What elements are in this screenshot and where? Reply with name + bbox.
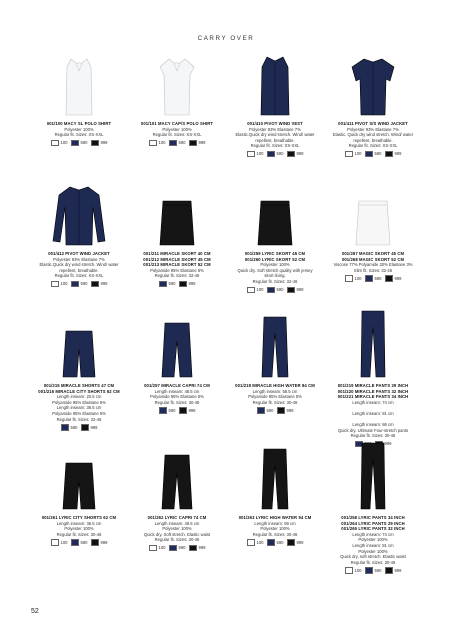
product-description-line: Polyester 100% [260,262,290,268]
swatch-code: 590 [168,407,176,413]
swatch-color-box [365,567,373,574]
color-swatch [365,567,382,574]
product-image [324,307,422,379]
product-description-line: Regular fit. Sizes: 30-46 [154,537,200,543]
product-description-line: Polyester 100% [162,126,192,132]
color-swatches [128,281,226,288]
product-description-line: Polyamide 95% Elastane 5% [150,267,204,273]
color-swatch [169,545,186,552]
color-swatch [91,140,108,147]
product-info [128,383,226,414]
color-swatches [324,151,422,158]
product-image [128,45,226,117]
product-description-line: Polyester 100% [358,537,388,543]
product-description-line: Regular fit. Sizes: XS-XXL [348,143,398,149]
product-description-line: repellent, breathable. [255,137,295,143]
swatch-color-box [365,151,373,158]
color-swatch [287,151,304,158]
product-title: 001/257 MIRACLE CAPRI 74 CM [144,383,210,388]
product-info [324,251,422,282]
product-description-line: Polyester 100% [64,126,94,132]
product-card [226,45,324,157]
swatch-code: 999 [394,151,402,157]
swatch-color-box [189,545,197,552]
swatch-code: 100 [60,140,68,146]
color-swatch [169,140,186,147]
swatch-code: 999 [90,424,98,430]
product-card [226,439,324,574]
product-description-line: Polyester 93% Elastane 7% [53,256,105,262]
swatch-code: 999 [188,407,196,413]
swatch-color-box [51,539,59,546]
swatch-color-box [345,275,353,282]
product-image [226,45,324,117]
color-swatch [189,140,206,147]
product-description-line: Length inseam: 69 cm [254,520,296,526]
product-description-line: Regular fit. Sizes: 30-46 [154,399,200,405]
product-description-line: Length inseam: 81 cm [352,410,394,416]
color-swatch [345,567,362,574]
swatch-color-box [179,407,187,414]
color-swatches [30,424,128,431]
product-card [30,307,128,447]
product-description-line: Polyester 100% [358,548,388,554]
swatch-color-box [149,545,157,552]
color-swatch [247,151,264,158]
color-swatch [51,539,68,546]
swatch-color-box [61,424,69,431]
color-swatches [226,287,324,294]
swatch-code: 100 [60,281,68,287]
swatch-color-box [159,281,167,288]
product-title: 001/261 LYRIC CITY SHORTS 62 CM [41,515,117,520]
product-image [226,439,324,511]
product-description-line: Slim fit. Sizes: 32-46 [353,267,393,273]
product-info [324,515,422,574]
color-swatch [91,281,108,288]
swatch-code: 590 [276,539,284,545]
product-card [324,439,422,574]
product-info [324,121,422,157]
product-info [226,383,324,414]
swatch-code: 999 [100,140,108,146]
swatch-color-box [287,287,295,294]
swatch-code: 999 [296,287,304,293]
product-description-line: Regular fit. Sizes: XS-XXL [54,273,104,279]
swatch-code: 100 [158,545,166,551]
product-description-line: Regular fit. Sizes: 30-46 [252,531,298,537]
color-swatch [91,539,108,546]
swatch-code: 100 [60,539,68,545]
swatch-color-box [247,287,255,294]
product-card [30,439,128,574]
swatch-code: 590 [168,281,176,287]
product-description-line: Polyamide 95% Elastane 5% [52,399,106,405]
product-description-line: Regular fit. Sizes: 30-46 [252,399,298,405]
color-swatch [61,424,78,431]
product-info [226,251,324,293]
product-title: 001/259 LYRIC SKORT 45 CM [244,251,306,256]
product-description-line: Polyamide 95% Elastane 5% [150,394,204,400]
product-description-line: Polyester 100% [162,526,192,532]
product-card [30,45,128,157]
product-title: 001/221 MIRACLE PANTS 34 INCH [337,394,409,400]
section-header: CARRY OVER [197,35,255,42]
product-title: 001/410 PIVOT WIND VEST [247,121,303,126]
product-info [30,383,128,431]
color-swatch [81,424,98,431]
product-description-line: skort lining. [264,273,286,279]
swatch-code: 100 [256,539,264,545]
product-description-line: Length inseam: 36.5 cm [56,405,102,411]
swatch-code: 590 [80,539,88,545]
color-swatch [365,275,382,282]
swatch-code: 590 [178,140,186,146]
swatch-color-box [159,407,167,414]
product-title: 001/219 MIRACLE PANTS 29 INCH [337,383,409,388]
product-title: 001/215 MIRACLE SHORTS 47 CM [43,383,115,388]
swatch-code: 590 [374,567,382,573]
product-title: 001/100 MACY SL POLO SHIRT [46,121,112,126]
swatch-color-box [287,151,295,158]
product-title: 001/211 MIRACLE SKORT 40 CM [143,251,211,256]
color-swatches [324,567,422,574]
swatch-code: 590 [80,281,88,287]
color-swatch [179,281,196,288]
product-card [128,307,226,447]
swatch-color-box [149,140,157,147]
product-description-line: Regular fit. Sizes: 30-46 [350,559,396,565]
product-card [226,307,324,447]
swatch-color-box [169,545,177,552]
product-title: 001/260 LYRIC SKORT 52 CM [244,256,306,262]
color-swatch [287,539,304,546]
product-description-line: Polyester 93% Elastane 7% [347,126,399,132]
product-card [324,175,422,293]
swatch-code: 100 [256,287,264,293]
color-swatches [226,151,324,158]
product-title: 001/220 MIRACLE PANTS 32 INCH [337,388,409,394]
swatch-color-box [267,151,275,158]
product-title: 001/218 MIRACLE HIGH WATER 84 CM [235,383,315,388]
swatch-color-box [385,275,393,282]
product-description-line: Viscose 77% Polyamide 20% Elastane 3% [333,262,413,268]
color-swatch [71,140,88,147]
product-title: 001/262 LYRIC CAPRI 74 CM [147,515,207,520]
product-info [128,515,226,551]
product-card [30,175,128,293]
swatch-color-box [71,140,79,147]
product-description-line: Quick dry. Soft stretch quality with jersey [237,267,313,273]
product-description-line: Quick dry. soft stretch. Elastic waist [340,554,406,560]
product-card [128,175,226,293]
swatch-code: 100 [354,151,362,157]
swatch-color-box [385,151,393,158]
color-swatch [149,140,166,147]
product-description-line: Length inseam: 74 cm [352,399,394,405]
swatch-code: 590 [276,287,284,293]
color-swatch [159,281,176,288]
color-swatch [179,407,196,414]
color-swatch [149,545,166,552]
product-image [30,307,128,379]
swatch-color-box [51,281,59,288]
swatch-code: 999 [296,539,304,545]
color-swatch [71,539,88,546]
color-swatch [385,567,402,574]
product-title: 001/265 LYRIC PANTS 32 INCH [341,526,405,532]
swatch-color-box [91,281,99,288]
color-swatches [226,407,324,414]
swatch-code: 999 [394,567,402,573]
color-swatch [345,275,362,282]
swatch-color-box [345,567,353,574]
product-image [30,45,128,117]
product-title: 001/411 PIVOT S/S WIND JACKET [338,121,408,126]
product-description-line: Length inseam: 74 cm [352,531,394,537]
swatch-code: 590 [178,545,186,551]
product-info [30,121,128,146]
swatch-code: 999 [394,275,402,281]
product-title: 001/101 MACY CAP/S POLO SHIRT [140,121,214,126]
product-description-line: Elastic.Quick dry wind stretch. Wind/ water [39,262,119,268]
color-swatches [30,539,128,546]
color-swatch [267,287,284,294]
product-title: 001/264 LYRIC PANTS 29 INCH [341,520,405,526]
swatch-code: 100 [354,275,362,281]
product-info [324,383,422,447]
product-info [128,121,226,146]
product-image [324,45,422,117]
color-swatch [385,275,402,282]
swatch-code: 590 [374,275,382,281]
product-image [226,307,324,379]
swatch-color-box [267,287,275,294]
product-description-line: Length inseam: 48.5 cm [154,388,200,394]
product-image [128,307,226,379]
color-swatches [128,407,226,414]
swatch-color-box [91,539,99,546]
color-swatches [128,140,226,147]
page-number: 52 [31,608,39,615]
product-title: 001/268 MAGIC SKORT 52 CM [341,256,405,262]
product-description-line: Length inseam: 36.5 cm [56,520,102,526]
color-swatch [247,287,264,294]
swatch-color-box [179,281,187,288]
product-description-line: Polyamide 95% Elastane 5% [52,410,106,416]
swatch-code: 590 [70,424,78,430]
swatch-code: 100 [256,151,264,157]
swatch-color-box [257,407,265,414]
color-swatch [365,151,382,158]
product-title: 001/216 MIRACLE CITY SHORTS 62 CM [38,388,120,394]
swatch-code: 999 [100,281,108,287]
product-card [324,45,422,157]
color-swatch [257,407,274,414]
product-description-line: Regular fit. Sizes: XS-XXL [250,143,300,149]
swatch-code: 100 [354,567,362,573]
swatch-code: 100 [158,140,166,146]
product-description-line: Length inseam: 58.5 cm [252,388,298,394]
product-title: 001/258 LYRIC PANTS 34 INCH [341,515,405,520]
product-title: 001/412 PIVOT WIND JACKET [48,251,110,256]
product-image [324,439,422,511]
product-description-line: Polyester 100% [64,526,94,532]
product-description-line: Polyester 93% Elastane 7% [249,126,301,132]
swatch-code: 999 [296,151,304,157]
product-description-line: Regular fit. Sizes: XS-XXL [54,132,104,138]
color-swatch [247,539,264,546]
product-image [128,439,226,511]
product-description-line: Elastic.Quick dry wind stretch. Wind/ water [235,132,315,138]
product-image [30,175,128,247]
product-title: 001/212 MIRACLE SKORT 45 CM [143,256,211,262]
product-row [30,45,422,157]
product-description-line: Quick dry. Soft stretch. Elastic waist [143,531,211,537]
swatch-code: 999 [198,545,206,551]
product-card [128,45,226,157]
product-description-line: Length inseam: 81 cm [352,542,394,548]
product-description-line: Length inseam: 86 cm [352,422,394,428]
color-swatch [267,151,284,158]
swatch-color-box [247,539,255,546]
product-description-line: Regular fit. Sizes: 32-46 [154,273,200,279]
product-image [226,175,324,247]
color-swatches [128,545,226,552]
product-description-line: Quick dry. Ultimate Four-stretch pants [337,427,409,433]
product-title: 001/213 MIRACLE SKORT 52 CM [143,262,211,268]
product-description-line: Regular fit. Sizes: 30-46 [350,433,396,439]
product-info [128,251,226,287]
swatch-color-box [277,407,285,414]
color-swatch [51,281,68,288]
product-description-line: Length inseam: 20.5 cm [56,394,102,400]
swatch-color-box [365,275,373,282]
color-swatch [71,281,88,288]
color-swatch [51,140,68,147]
product-info [30,251,128,287]
swatch-color-box [345,151,353,158]
product-description-line: Regular fit. Sizes: 32-46 [252,278,298,284]
product-image [30,439,128,511]
swatch-code: 999 [198,140,206,146]
product-info [226,121,324,157]
swatch-code: 999 [188,281,196,287]
swatch-color-box [71,539,79,546]
product-title: 001/263 LYRIC HIGH WATER 94 CM [238,515,312,520]
swatch-color-box [247,151,255,158]
product-description-line: Length inseam: 48.5 cm [154,520,200,526]
swatch-color-box [51,140,59,147]
product-title: 001/267 MAGIC SKORT 45 CM [341,251,405,256]
product-image [128,175,226,247]
product-description-line: Polyester 100% [260,526,290,532]
swatch-code: 590 [276,151,284,157]
product-card [324,307,422,447]
color-swatch [287,287,304,294]
swatch-code: 999 [286,407,294,413]
swatch-color-box [267,539,275,546]
swatch-code: 590 [266,407,274,413]
color-swatch [277,407,294,414]
swatch-code: 590 [374,151,382,157]
swatch-color-box [91,140,99,147]
product-description-line: Elastic. Quick dry wind stretch. Wind/ water [332,132,414,138]
color-swatch [159,407,176,414]
color-swatch [345,151,362,158]
color-swatches [226,539,324,546]
product-card [226,175,324,293]
product-description-line: repellent, breathable. [59,267,99,273]
swatch-code: 999 [100,539,108,545]
product-row [30,439,422,574]
product-image [324,175,422,247]
swatch-color-box [385,567,393,574]
color-swatch [385,151,402,158]
swatch-color-box [169,140,177,147]
product-description-line: Polyamide 95% Elastane 5% [248,394,302,400]
swatch-code: 999 [384,441,392,447]
swatch-color-box [81,424,89,431]
swatch-color-box [287,539,295,546]
color-swatches [30,281,128,288]
color-swatch [189,545,206,552]
product-info [30,515,128,546]
product-row [30,175,422,293]
product-description-line: repellent, breathable. [353,137,393,143]
swatch-color-box [71,281,79,288]
color-swatch [267,539,284,546]
product-row [30,307,422,447]
color-swatches [324,275,422,282]
product-description-line: Regular fit. Sizes: 32-46 [56,416,102,422]
product-description-line: Regular fit. Sizes: 30-46 [56,531,102,537]
product-info [226,515,324,546]
product-card [128,439,226,574]
color-swatches [30,140,128,147]
swatch-code: 590 [80,140,88,146]
product-description-line: Regular fit. Sizes: XS-XXL [152,132,202,138]
swatch-color-box [189,140,197,147]
